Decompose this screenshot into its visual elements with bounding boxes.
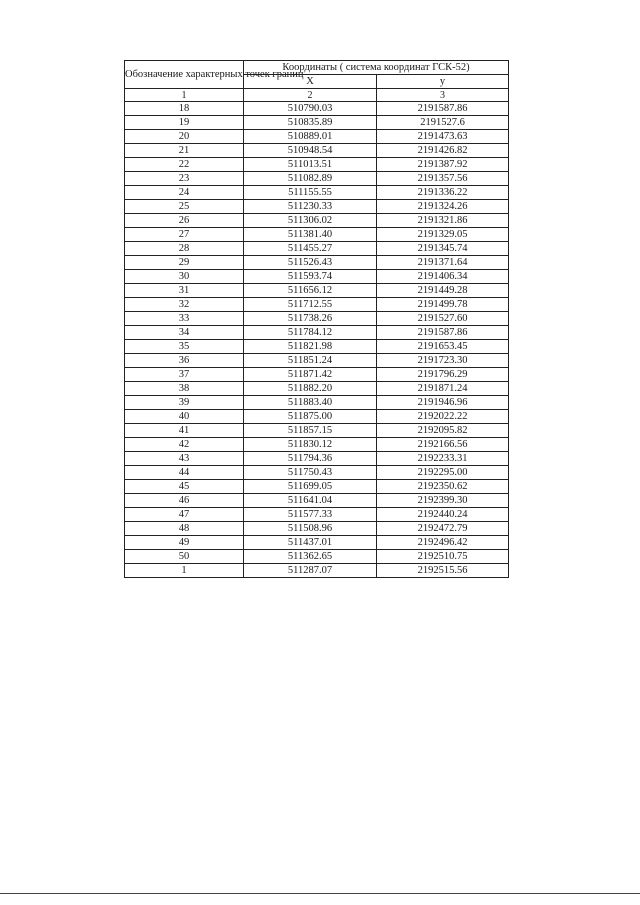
x-coordinate-cell: 511437.01	[244, 536, 377, 550]
x-coordinate-cell: 510790.03	[244, 102, 377, 116]
x-coordinate-cell: 511306.02	[244, 214, 377, 228]
x-coordinate-cell: 511712.55	[244, 298, 377, 312]
y-coordinate-cell: 2192515.56	[377, 564, 509, 578]
y-coordinate-cell: 2192399.30	[377, 494, 509, 508]
table-row	[125, 480, 509, 494]
y-coordinate-cell: 2191387.92	[377, 158, 509, 172]
x-coordinate-cell: 511230.33	[244, 200, 377, 214]
x-coordinate-cell: 511455.27	[244, 242, 377, 256]
y-coordinate-cell: 2192166.56	[377, 438, 509, 452]
point-number-cell: 28	[125, 242, 244, 256]
table-body	[125, 102, 509, 578]
y-coordinate-cell: 2192350.62	[377, 480, 509, 494]
table-row	[125, 424, 509, 438]
point-number-cell: 37	[125, 368, 244, 382]
y-coordinate-cell: 2192510.75	[377, 550, 509, 564]
point-number-cell: 48	[125, 522, 244, 536]
point-number-cell: 38	[125, 382, 244, 396]
table-row	[125, 158, 509, 172]
point-designation-header: Обозначение характерных точек границ	[125, 61, 244, 89]
y-coordinate-cell: 2192095.82	[377, 424, 509, 438]
x-coordinate-cell: 511593.74	[244, 270, 377, 284]
point-number-cell: 27	[125, 228, 244, 242]
point-number-cell: 29	[125, 256, 244, 270]
table-row	[125, 494, 509, 508]
x-coordinate-cell: 511821.98	[244, 340, 377, 354]
y-coordinate-cell: 2192496.42	[377, 536, 509, 550]
x-coordinate-cell: 511851.24	[244, 354, 377, 368]
x-coordinate-cell: 511882.20	[244, 382, 377, 396]
table-row	[125, 284, 509, 298]
x-coordinate-cell: 511082.89	[244, 172, 377, 186]
point-number-cell: 25	[125, 200, 244, 214]
table-row	[125, 270, 509, 284]
table-row	[125, 354, 509, 368]
point-number-cell: 20	[125, 130, 244, 144]
table-row	[125, 438, 509, 452]
y-coordinate-cell: 2191946.96	[377, 396, 509, 410]
x-coordinate-cell: 510948.54	[244, 144, 377, 158]
table-row	[125, 326, 509, 340]
table-row	[125, 508, 509, 522]
y-coordinate-cell: 2191527.6	[377, 116, 509, 130]
table-row	[125, 410, 509, 424]
table-row	[125, 382, 509, 396]
x-coordinate-cell: 511287.07	[244, 564, 377, 578]
coordinates-system-header: Координаты ( система координат ГСК-52)	[244, 61, 509, 75]
x-coordinate-cell: 511381.40	[244, 228, 377, 242]
x-coordinate-cell: 511794.36	[244, 452, 377, 466]
y-coordinate-cell: 2191587.86	[377, 102, 509, 116]
point-number-cell: 41	[125, 424, 244, 438]
point-number-cell: 19	[125, 116, 244, 130]
x-coordinate-cell: 511830.12	[244, 438, 377, 452]
table-row	[125, 340, 509, 354]
table-row	[125, 144, 509, 158]
point-number-cell: 22	[125, 158, 244, 172]
x-coordinate-cell: 511508.96	[244, 522, 377, 536]
table-row	[125, 130, 509, 144]
y-coordinate-cell: 2191371.64	[377, 256, 509, 270]
column-number-3: 3	[377, 89, 509, 102]
y-coordinate-cell: 2191426.82	[377, 144, 509, 158]
table-row	[125, 298, 509, 312]
x-coordinate-cell: 511699.05	[244, 480, 377, 494]
x-coordinate-cell: 511784.12	[244, 326, 377, 340]
x-coordinate-cell: 511013.51	[244, 158, 377, 172]
table-row	[125, 228, 509, 242]
x-coordinate-cell: 511750.43	[244, 466, 377, 480]
point-number-cell: 32	[125, 298, 244, 312]
x-coordinate-cell: 510889.01	[244, 130, 377, 144]
point-number-cell: 46	[125, 494, 244, 508]
column-number-2: 2	[244, 89, 377, 102]
point-number-cell: 24	[125, 186, 244, 200]
table-row	[125, 368, 509, 382]
x-coordinate-cell: 511738.26	[244, 312, 377, 326]
point-number-cell: 1	[125, 564, 244, 578]
point-number-cell: 39	[125, 396, 244, 410]
point-number-cell: 34	[125, 326, 244, 340]
y-axis-header: y	[377, 75, 509, 89]
point-number-cell: 31	[125, 284, 244, 298]
y-coordinate-cell: 2191796.29	[377, 368, 509, 382]
point-number-cell: 43	[125, 452, 244, 466]
table-row	[125, 172, 509, 186]
x-coordinate-cell: 511641.04	[244, 494, 377, 508]
table-row	[125, 186, 509, 200]
y-coordinate-cell: 2192295.00	[377, 466, 509, 480]
point-number-cell: 42	[125, 438, 244, 452]
point-number-cell: 23	[125, 172, 244, 186]
table-row	[125, 312, 509, 326]
table-row	[125, 200, 509, 214]
x-coordinate-cell: 511871.42	[244, 368, 377, 382]
x-coordinate-cell: 511155.55	[244, 186, 377, 200]
x-coordinate-cell: 510835.89	[244, 116, 377, 130]
table-row	[125, 102, 509, 116]
x-coordinate-cell: 511875.00	[244, 410, 377, 424]
x-axis-header: X	[244, 75, 377, 89]
y-coordinate-cell: 2191357.56	[377, 172, 509, 186]
point-number-cell: 18	[125, 102, 244, 116]
x-coordinate-cell: 511857.15	[244, 424, 377, 438]
y-coordinate-cell: 2191321.86	[377, 214, 509, 228]
y-coordinate-cell: 2192022.22	[377, 410, 509, 424]
y-coordinate-cell: 2191653.45	[377, 340, 509, 354]
y-coordinate-cell: 2191345.74	[377, 242, 509, 256]
table-row	[125, 536, 509, 550]
point-number-cell: 44	[125, 466, 244, 480]
point-number-cell: 50	[125, 550, 244, 564]
table-row	[125, 466, 509, 480]
table-row	[125, 256, 509, 270]
y-coordinate-cell: 2191329.05	[377, 228, 509, 242]
point-number-cell: 45	[125, 480, 244, 494]
x-coordinate-cell: 511362.65	[244, 550, 377, 564]
y-coordinate-cell: 2191406.34	[377, 270, 509, 284]
table-row	[125, 522, 509, 536]
point-number-cell: 40	[125, 410, 244, 424]
y-coordinate-cell: 2192472.79	[377, 522, 509, 536]
table-header	[125, 61, 509, 102]
x-coordinate-cell: 511577.33	[244, 508, 377, 522]
y-coordinate-cell: 2191587.86	[377, 326, 509, 340]
point-number-cell: 26	[125, 214, 244, 228]
coordinates-table	[124, 60, 509, 578]
column-number-1: 1	[125, 89, 244, 102]
table-row	[125, 452, 509, 466]
point-number-cell: 35	[125, 340, 244, 354]
x-coordinate-cell: 511883.40	[244, 396, 377, 410]
point-number-cell: 36	[125, 354, 244, 368]
y-coordinate-cell: 2191499.78	[377, 298, 509, 312]
y-coordinate-cell: 2191527.60	[377, 312, 509, 326]
x-coordinate-cell: 511526.43	[244, 256, 377, 270]
table-row	[125, 550, 509, 564]
table-row	[125, 214, 509, 228]
table-row	[125, 564, 509, 578]
column-number-row	[125, 89, 509, 102]
y-coordinate-cell: 2191324.26	[377, 200, 509, 214]
point-number-cell: 47	[125, 508, 244, 522]
table-row	[125, 242, 509, 256]
y-coordinate-cell: 2191723.30	[377, 354, 509, 368]
y-coordinate-cell: 2191473.63	[377, 130, 509, 144]
y-coordinate-cell: 2191449.28	[377, 284, 509, 298]
table-row	[125, 396, 509, 410]
y-coordinate-cell: 2192440.24	[377, 508, 509, 522]
point-number-cell: 33	[125, 312, 244, 326]
y-coordinate-cell: 2191336.22	[377, 186, 509, 200]
point-number-cell: 21	[125, 144, 244, 158]
point-number-cell: 30	[125, 270, 244, 284]
x-coordinate-cell: 511656.12	[244, 284, 377, 298]
header-row-top	[125, 61, 509, 75]
point-number-cell: 49	[125, 536, 244, 550]
y-coordinate-cell: 2192233.31	[377, 452, 509, 466]
y-coordinate-cell: 2191871.24	[377, 382, 509, 396]
table-row	[125, 116, 509, 130]
page-bottom-rule	[0, 893, 640, 894]
